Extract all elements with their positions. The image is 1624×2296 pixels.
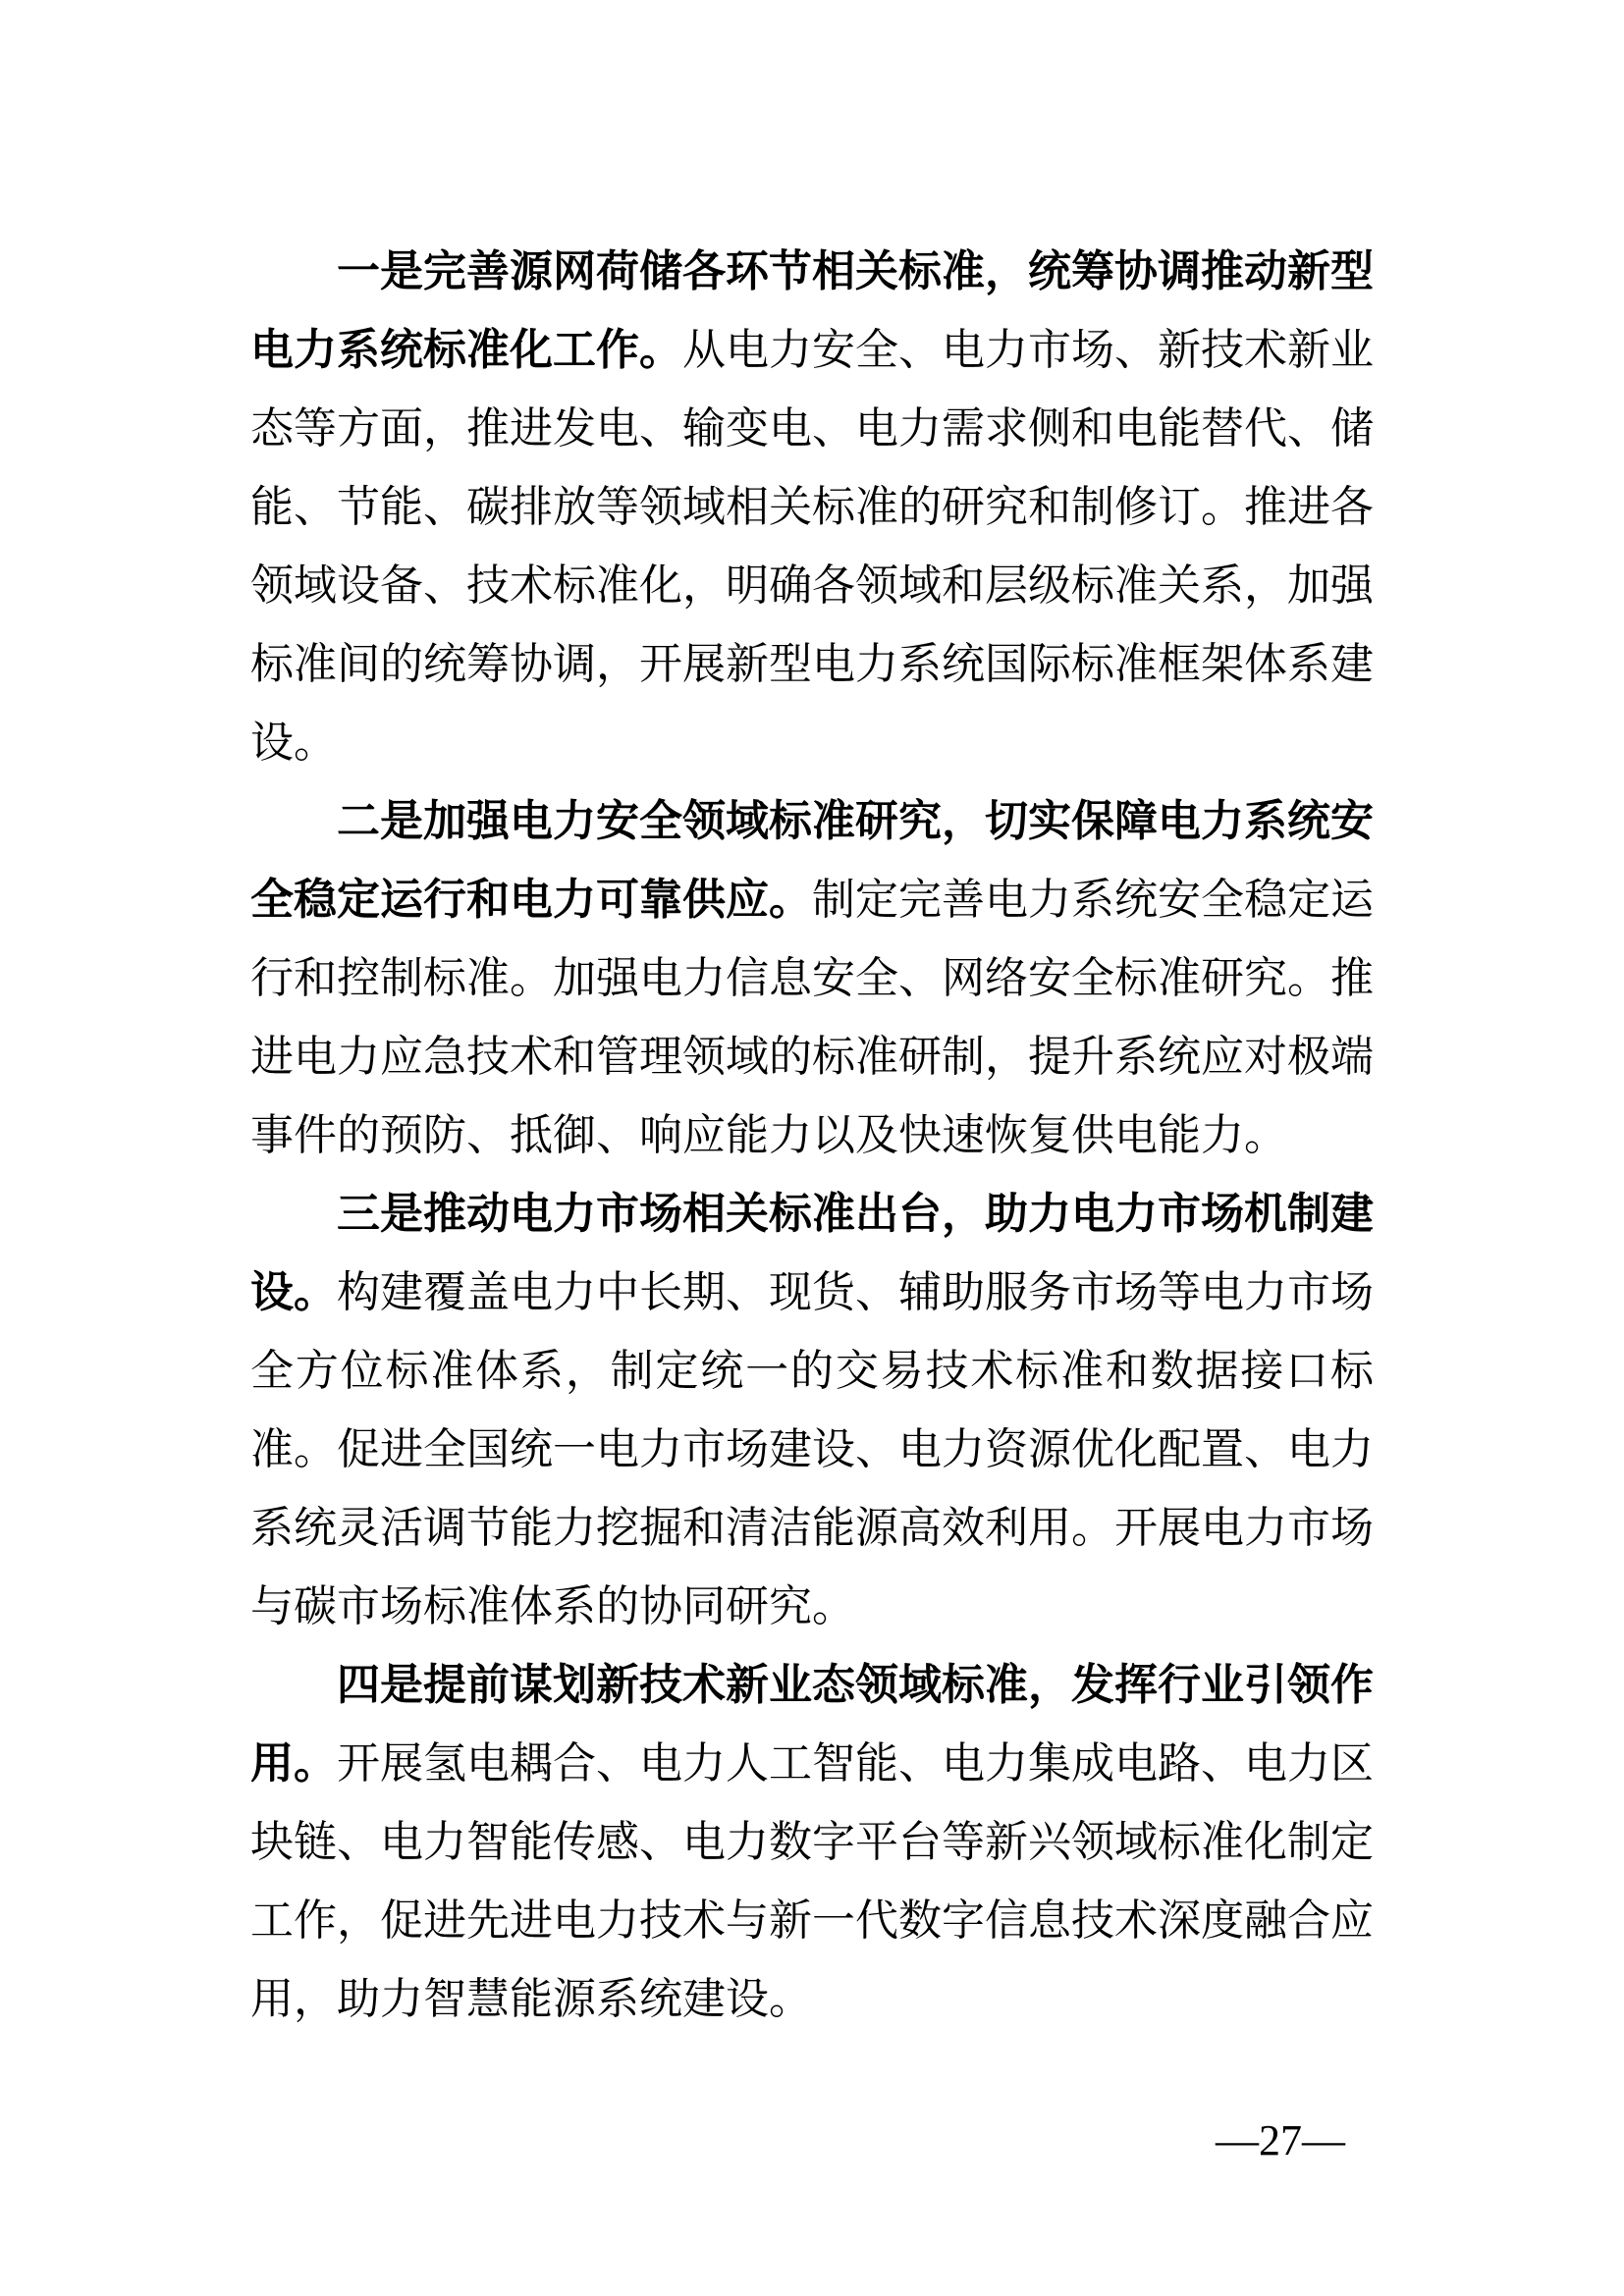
paragraph-lead: 四是提前谋划新技术新业态领域标准，发挥行业引领作用。 — [250, 1661, 1374, 1788]
document-body — [250, 233, 1374, 2039]
paragraph-lead: 一是完善源网荷储各环节相关标准，统筹协调推动新型电力系统标准化工作。 — [250, 247, 1374, 374]
paragraph-lead: 二是加强电力安全领域标准研究，切实保障电力系统安全稳定运行和电力可靠供应。 — [250, 797, 1374, 924]
paragraph — [250, 782, 1374, 1175]
paragraph — [250, 1175, 1374, 1646]
paragraph — [250, 1646, 1374, 2039]
paragraph-text: 开展氢电耦合、电力人工智能、电力集成电路、电力区块链、电力智能传感、电力数字平台等新兴领域标准化制定工作，促进先进电力技术与新一代数字信息技术深度融合应用，助力智慧能源系统建设。 — [250, 1739, 1374, 2023]
page-number: —27— — [1216, 2116, 1345, 2164]
paragraph-text: 从电力安全、电力市场、新技术新业态等方面，推进发电、输变电、电力需求侧和电能替代、储能、节能、碳排放等领域相关标准的研究和制修订。推进各领域设备、技术标准化，明确各领域和层级标准关系，加强标准间的统筹协调，开展新型电力系统国际标准框架体系建设。 — [250, 326, 1374, 767]
paragraph-text: 构建覆盖电力中长期、现货、辅助服务市场等电力市场全方位标准体系，制定统一的交易技术标准和数据接口标准。促进全国统一电力市场建设、电力资源优化配置、电力系统灵活调节能力挖掘和清洁能源高效利用。开展电力市场与碳市场标准体系的协同研究。 — [250, 1268, 1374, 1630]
paragraph — [250, 233, 1374, 782]
paragraph-lead: 三是推动电力市场相关标准出台，助力电力市场机制建设。 — [250, 1190, 1374, 1316]
paragraph-text: 制定完善电力系统安全稳定运行和控制标准。加强电力信息安全、网络安全标准研究。推进电力应急技术和管理领域的标准研制，提升系统应对极端事件的预防、抵御、响应能力以及快速恢复供电能力。 — [250, 876, 1374, 1159]
